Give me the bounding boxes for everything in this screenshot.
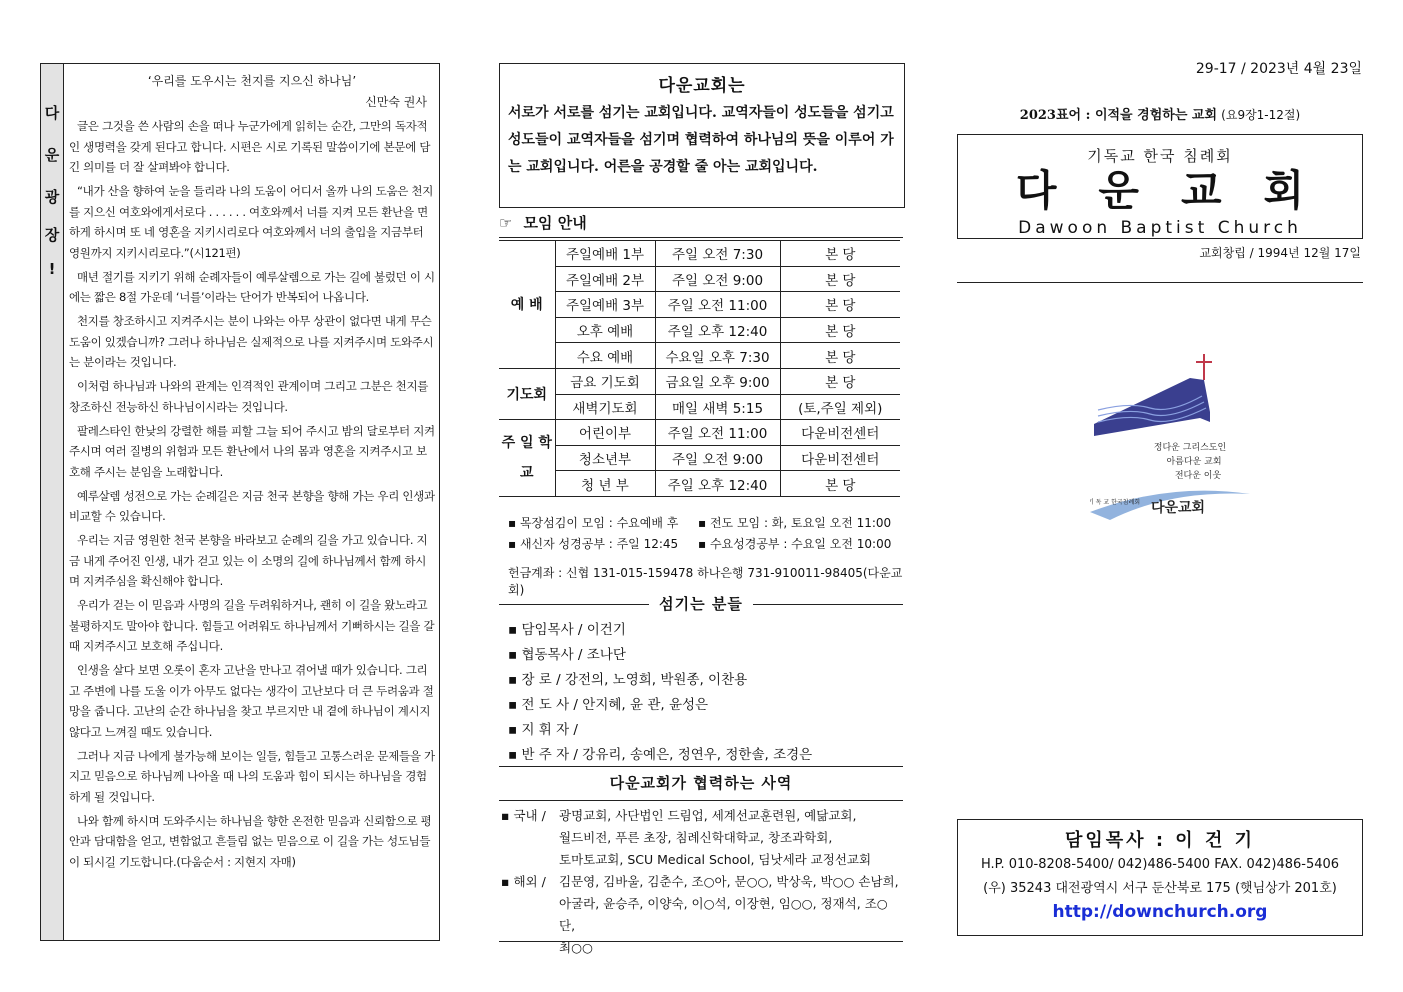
essay-paragraph: 팔레스타인 한낮의 강렬한 해를 피할 그늘 되어 주시고 밤의 달로부터 지켜주시며 여러 질병의 위험과 모든 환난에서 나의 몸과 영혼을 지켜주시고 보호해 주시는 분임을 노래합니다. — [69, 423, 435, 479]
table-cell: 본 당 — [780, 317, 900, 343]
schedule-table — [499, 240, 900, 497]
tab-char: 광 — [44, 188, 60, 206]
table-cell: 주일예배 1부 — [555, 241, 655, 267]
meeting-notes — [508, 513, 903, 555]
coop-line: 광명교회, 사단법인 드림업, 세계선교훈련원, 예닮교회, — [559, 808, 857, 823]
table-row — [499, 368, 900, 394]
table-cell: 주일 오후 12:40 — [655, 317, 780, 343]
table-row — [499, 445, 900, 471]
table-cell: 본 당 — [780, 266, 900, 292]
tab-char: 다 — [44, 104, 60, 122]
table-cell: 본 당 — [780, 343, 900, 369]
table-row — [499, 420, 900, 446]
table-cell: 금요 기도회 — [555, 368, 655, 394]
list-item: ▪ 반 주 자 / 강유리, 송예은, 정연우, 정한솔, 조경은 — [508, 747, 813, 763]
table-row — [499, 343, 900, 369]
essay-paragraph: 예루살렘 성전으로 가는 순례길은 지금 천국 본향을 향해 가는 우리 인생과 비교할 수 있습니다. — [69, 488, 435, 523]
essay-content — [69, 68, 435, 876]
divider — [957, 282, 1363, 283]
essay-paragraph: 우리가 걷는 이 믿음과 사명의 길을 두려워하거나, 괜히 이 길을 왔노라고 불평하지도 말아야 합니다. 힘들고 어려워도 하나님께서 기뻐하시는 길을 갈 때 지켜주시고 보호해 주십니다. — [69, 598, 435, 653]
church-logo-icon — [1090, 352, 1250, 532]
essay-paragraph: 우리는 지금 영원한 천국 본향을 바라보고 순례의 길을 가고 있습니다. 지금 내게 주어진 인생, 내가 걷고 있는 이 소명의 길에 하나님께서 함께 하시며 지켜주심을 확신해야 합니다. — [69, 533, 428, 588]
table-cell: 금요일 오후 9:00 — [655, 368, 780, 394]
table-cell: 다운비전센터 — [780, 420, 900, 446]
essay-paragraph: “내가 산을 향하여 눈을 들리라 나의 도움이 어디서 올까 나의 도움은 천지를 지으신 여호와에게서로다 . . . . . . 여호와께서 너를 지켜 모든 환난을 면하게 하시며 또 네 영혼을 지키시리로다 여호와께서 너의 출입을 지금부터 영원까지 지키시리로다.”(시121편) — [69, 184, 434, 260]
table-cell: 주일 오전 11:00 — [655, 292, 780, 318]
meetings-heading — [499, 212, 903, 238]
table-row — [499, 241, 900, 267]
logo-line: 정다운 그리스도인 — [1153, 443, 1227, 453]
table-row — [499, 394, 900, 420]
table-cell: 새벽기도회 — [555, 394, 655, 420]
category-cell: 기도회 — [499, 368, 555, 419]
essay-box — [40, 63, 440, 941]
address: (우) 35243 대전광역시 서구 둔산북로 175 (햇님상가 201호) — [983, 881, 1337, 896]
coop-line: 아굴라, 윤승주, 이양숙, 이○석, 이장현, 임○○, 정재석, 조○단, — [559, 896, 888, 933]
cooperation-list — [499, 800, 903, 959]
essay-paragraph: 나와 함께 하시며 도와주시는 하나님을 향한 온전한 믿음과 신뢰함으로 평안과 담대함을 얻고, 변함없고 흔들림 없는 믿음으로 이 길을 가는 성도님들이 되시길 기도합니다.(다움순서 : 지현지 자매) — [69, 813, 432, 869]
tab-char: ! — [48, 260, 56, 278]
coop-line: 월드비전, 푸른 초장, 침례신학대학교, 창조과학회, — [559, 830, 833, 845]
table-cell: 주일 오후 12:40 — [655, 471, 780, 497]
table-cell: 본 당 — [780, 471, 900, 497]
note-item: ▪ 수요성경공부 : 수요일 오전 10:00 — [698, 537, 892, 551]
logo-line: 아름다운 교회 — [1166, 457, 1222, 467]
cooperation-heading: 다운교회가 협력하는 사역 — [609, 774, 793, 792]
offering-account: 헌금계좌 : 신협 131-015-159478 하나은행 731-910011-98405(다운교회) — [508, 566, 903, 597]
motto — [957, 104, 1363, 123]
table-cell: 어린이부 — [555, 420, 655, 446]
list-item — [499, 871, 903, 959]
list-item: ▪ 전 도 사 / 안지혜, 윤 관, 윤성은 — [508, 697, 709, 713]
essay-author: 신만숙 권사 — [365, 95, 427, 109]
coop-key: ▪ 해외 / — [501, 874, 546, 889]
logo-line: 전다운 이웃 — [1174, 471, 1222, 481]
pastor-box — [957, 819, 1363, 936]
table-cell: 본 당 — [780, 241, 900, 267]
logo-name: 다운교회 — [1150, 500, 1206, 516]
mission-box — [499, 63, 905, 208]
founded-date: 교회창립 / 1994년 12월 17일 — [1199, 246, 1361, 260]
table-cell: (토,주일 제외) — [780, 394, 900, 420]
church-name-english: Dawoon Baptist Church — [1018, 218, 1302, 238]
motto-label: 2023표어 : 이적을 경험하는 교회 — [1019, 108, 1218, 123]
essay-paragraph: 글은 그것을 쓴 사람의 손을 떠나 누군가에게 읽히는 순간, 그만의 독자적인 생명력을 갖게 된다고 합니다. 시편은 시로 기록된 말씀이기에 본문에 담긴 의미를 더 잘 살펴봐야 합니다. — [69, 119, 431, 174]
essay-title: ‘우리를 도우시는 천지를 지으신 하나님’ — [147, 74, 357, 88]
list-item: ▪ 지 휘 자 / — [508, 722, 578, 738]
table-row — [499, 317, 900, 343]
meetings-heading-label: 모임 안내 — [523, 214, 587, 232]
church-logo — [1090, 352, 1250, 532]
section-tab — [41, 64, 64, 940]
note-item: ▪ 전도 모임 : 화, 토요일 오전 11:00 — [698, 516, 892, 530]
website-link[interactable]: http://downchurch.org — [1052, 902, 1268, 922]
church-name: 다운교회 — [1015, 166, 1347, 215]
coop-line: 최○○ — [559, 940, 593, 955]
note-item: ▪ 새신자 성경공부 : 주일 12:45 — [508, 537, 679, 551]
pointing-hand-icon: ☞ — [499, 214, 513, 232]
divider — [499, 941, 903, 942]
mission-title: 다운교회는 — [658, 76, 746, 96]
note-item: ▪ 목장섬김이 모임 : 수요예배 후 — [508, 516, 679, 530]
list-item: ▪ 장 로 / 강전의, 노영희, 박원종, 이찬용 — [508, 672, 748, 688]
tab-char: 장 — [44, 226, 60, 244]
table-cell: 청 년 부 — [555, 471, 655, 497]
table-row — [499, 292, 900, 318]
list-item: ▪ 담임목사 / 이건기 — [508, 622, 626, 638]
table-cell: 수요 예배 — [555, 343, 655, 369]
coop-line: 김문영, 김바울, 김춘수, 조○아, 문○○, 박상욱, 박○○ 손남희, — [559, 874, 899, 889]
category-cell: 주 일 학 교 — [499, 420, 555, 497]
table-cell: 주일예배 3부 — [555, 292, 655, 318]
coop-line: 토마토교회, SCU Medical School, 딤낫세라 교정선교회 — [559, 852, 872, 867]
staff-list — [508, 618, 903, 768]
pastor-title: 담임목사 : 이 건 기 — [1065, 830, 1255, 851]
list-item — [499, 805, 903, 871]
mission-text: 서로가 서로를 섬기는 교회입니다. 교역자들이 성도들을 섬기고 성도들이 교역자들을 섬기며 협력하여 하나님의 뜻을 이루어 가는 교회입니다. 어른을 공경할 줄 아는 교회입니다. — [508, 105, 894, 175]
list-item: ▪ 협동목사 / 조나단 — [508, 647, 626, 663]
table-cell: 주일 오전 9:00 — [655, 266, 780, 292]
table-cell: 본 당 — [780, 368, 900, 394]
essay-paragraph: 이처럼 하나님과 나와의 관계는 인격적인 관계이며 그리고 그분은 천지를 창조하신 전능하신 하나님이시라는 것입니다. — [69, 379, 429, 414]
table-cell: 오후 예배 — [555, 317, 655, 343]
essay-paragraph: 그러나 지금 나에게 불가능해 보이는 일들, 힘들고 고통스러운 문제들을 가지고 믿음으로 하나님께 나아올 때 나의 도움과 힘이 되시는 하나님을 경험하게 될 것입니다. — [69, 748, 435, 804]
church-name-box — [957, 134, 1363, 239]
essay-paragraph: 천지를 창조하시고 지켜주시는 분이 나와는 아무 상관이 없다면 내게 무슨 도움이 있겠습니까? 그러나 하나님은 실제적으로 나를 지켜주시며 도와주시는 분이라는 것입니다. — [69, 314, 434, 369]
contact-phone: H.P. 010-8208-5400/ 042)486-5400 FAX. 042)486-5406 — [980, 857, 1340, 872]
table-cell: 본 당 — [780, 292, 900, 318]
table-cell: 주일 오전 9:00 — [655, 445, 780, 471]
denomination: 기독교 한국 침례회 — [1087, 147, 1233, 165]
table-row — [499, 471, 900, 497]
category-cell: 예 배 — [499, 241, 555, 369]
staff-heading — [499, 592, 903, 616]
logo-denomination: 기 독 교 한국침례회 — [1090, 499, 1141, 506]
motto-ref: (요9장1-12절) — [1221, 108, 1301, 122]
essay-paragraph: 인생을 살다 보면 오롯이 혼자 고난을 만나고 겪어낼 때가 있습니다. 그리고 주변에 나를 도울 이가 아무도 없다는 생각이 고난보다 더 큰 두려움과 절망을 줍니다. 고난의 순간 하나님을 찾고 부르지만 내 곁에 하나님이 계시지 않다고 느껴질 때도 있습니다. — [69, 663, 434, 739]
table-cell: 청소년부 — [555, 445, 655, 471]
essay-paragraph: 매년 절기를 지키기 위해 순례자들이 예루살렘으로 가는 길에 불렀던 이 시에는 짧은 8절 가운데 ‘너를’이라는 단어가 반복되어 나옵니다. — [69, 269, 435, 304]
table-cell: 수요일 오후 7:30 — [655, 343, 780, 369]
issue-date: 29-17 / 2023년 4월 23일 — [1195, 61, 1362, 77]
divider — [499, 766, 903, 767]
table-cell: 주일 오전 7:30 — [655, 241, 780, 267]
table-row — [499, 266, 900, 292]
table-cell: 매일 새벽 5:15 — [655, 394, 780, 420]
staff-heading-label: 섬기는 분들 — [649, 595, 753, 613]
tab-char: 운 — [44, 146, 60, 164]
table-cell: 주일예배 2부 — [555, 266, 655, 292]
table-cell: 주일 오전 11:00 — [655, 420, 780, 446]
coop-key: ▪ 국내 / — [501, 808, 546, 823]
table-cell: 다운비전센터 — [780, 445, 900, 471]
